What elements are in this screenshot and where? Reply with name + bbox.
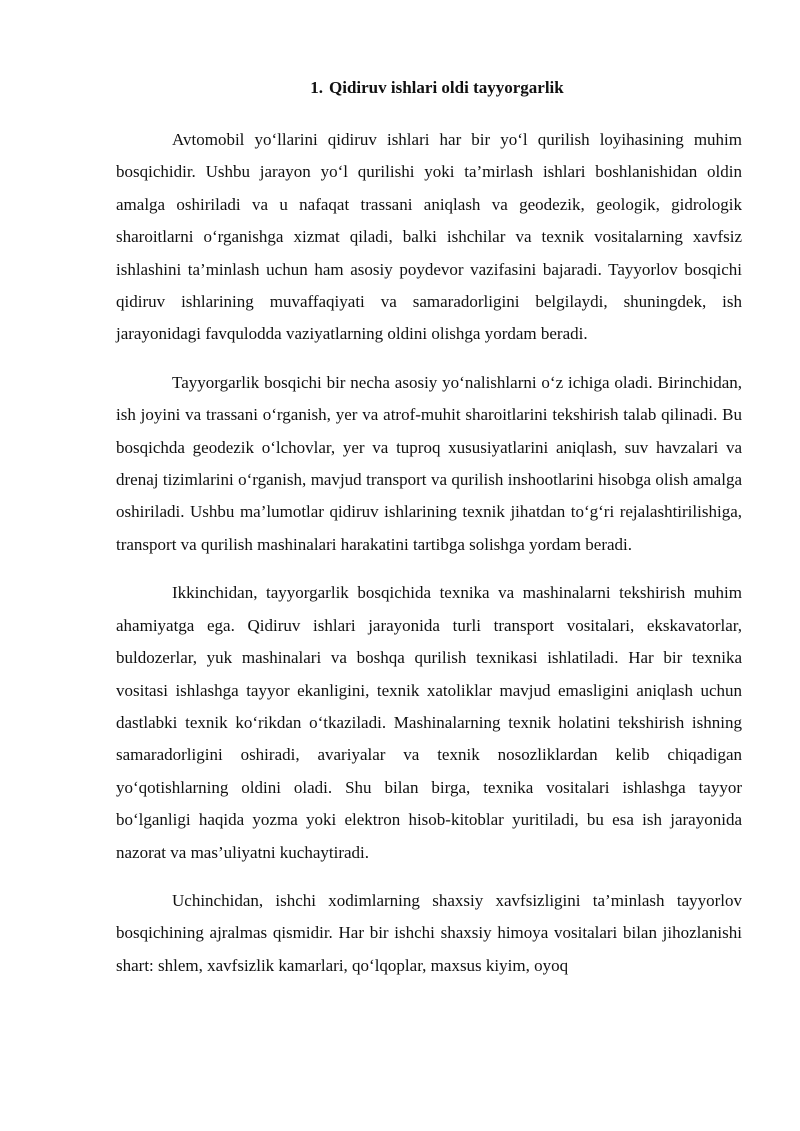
paragraph: Tayyorgarlik bosqichi bir necha asosiy yo‘nalishlarni o‘z ichiga oladi. Birinchidan, ish joyini va trassani o‘rganish, yer va atrof-muhit sharoitlarini tekshirish talab qilinadi. Bu bosqichda geodezik o‘lchovlar, yer va tuproq xususiyatlarini aniqlash, suv havzalari va drenaj tizimlarini o‘rganish, mavjud transport va qurilish inshootlarini hisobga olish amalga oshiriladi. Ushbu ma’lumotlar qidiruv ishlarining texnik jihatdan to‘g‘ri rejalashtirilishiga, transport va qurilish mashinalari harakatini tartibga solishga yordam beradi. [116,372,742,554]
section-heading [0,76,800,100]
paragraph: Avtomobil yo‘llarini qidiruv ishlari har bir yo‘l qurilish loyihasining muhim bosqichidir. Ushbu jarayon yo‘l qurilishi yoki ta’mirlash ishlari boshlanishidan oldin amalga oshiriladi va u nafaqat trassani aniqlash va geodezik, geologik, gidrologik sharoitlarni o‘rganishga xizmat qiladi, balki ishchilar va texnik vositalarning xavfsiz ishlashini ta’minlash uchun ham asosiy poydevor vazifasini bajaradi. Tayyorlov bosqichi qidiruv ishlarining muvaffaqiyati va samaradorligini belgilaydi, shuningdek, ish jarayonidagi favqulodda vaziyatlarning oldini olishga yordam beradi. [116,130,742,344]
heading-number: 1. [310,78,324,97]
heading-text: Qidiruv ishlari oldi tayyorgarlik [329,78,564,97]
paragraph: Uchinchidan, ishchi xodimlarning shaxsiy xavfsizligini ta’minlash tayyorlov bosqichining ajralmas qismidir. Har bir ishchi shaxsiy himoya vositalari bilan jihozlanishi shart: shlem, xavfsizlik kamarlari, qo‘lqoplar, maxsus kiyim, oyoq [116,890,742,975]
paragraph: Ikkinchidan, tayyorgarlik bosqichida texnika va mashinalarni tekshirish muhim ahamiyatga ega. Qidiruv ishlari jarayonida turli transport vositalari, ekskavatorlar, buldozerlar, yuk mashinalari va boshqa qurilish texnikasi ishlatiladi. Har bir texnika vositasi ishlashga tayyor ekanligini, texnik xatoliklar mavjud emasligini aniqlash uchun dastlabki texnik ko‘rikdan o‘tkaziladi. Mashinalarning texnik holatini tekshirish ishning samaradorligini oshiradi, avariyalar va texnik nosozliklardan kelib chiqadigan yo‘qotishlarning oldini oladi. Shu bilan birga, texnika vositalari ishlashga tayyor bo‘lganligi haqida yozma yoki elektron hisob-kitoblar yuritiladi, bu esa ish jarayonida nazorat va mas’uliyatni kuchaytiradi. [116,583,742,862]
document-body [116,124,742,998]
